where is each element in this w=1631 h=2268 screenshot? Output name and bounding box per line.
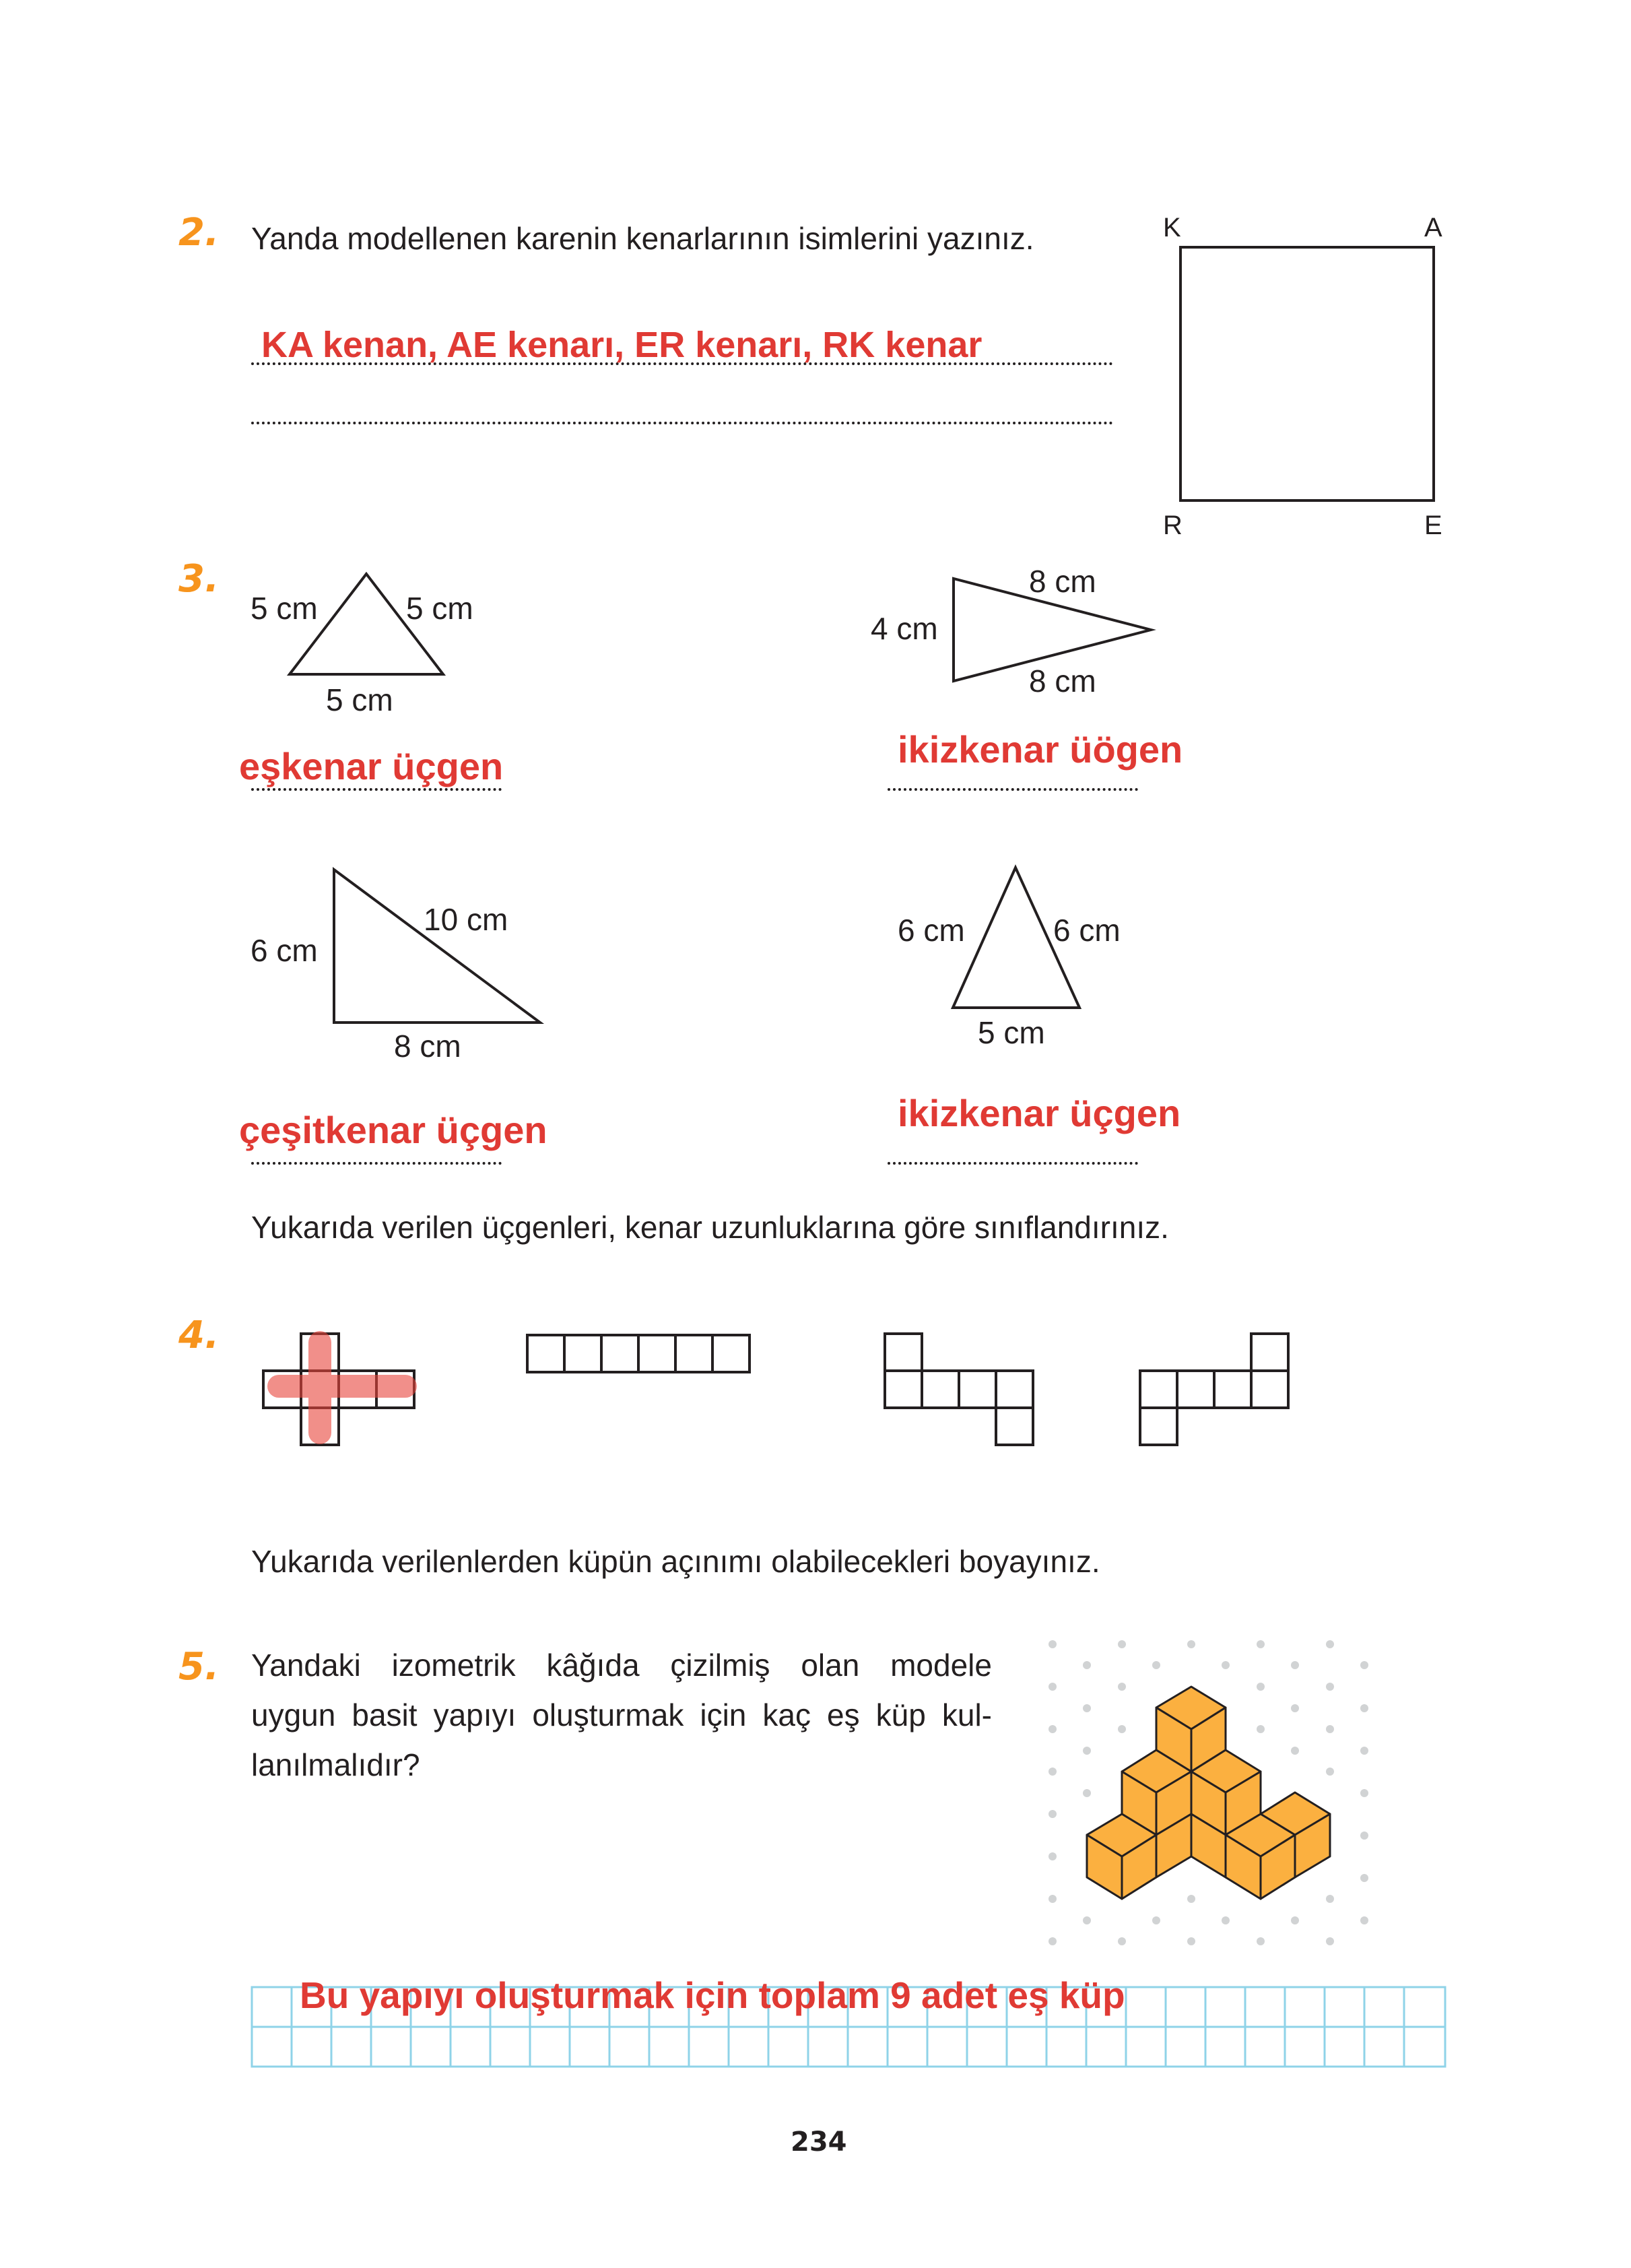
tri3-answer: çeşitkenar üçgen	[239, 1109, 547, 1151]
question-number-2: 2.	[178, 211, 220, 255]
tri2-top-label: 8 cm	[1029, 564, 1096, 599]
tri4-right-label: 6 cm	[1053, 913, 1121, 948]
page-number: 234	[791, 2127, 847, 2158]
tri1-bottom-label: 5 cm	[326, 682, 393, 717]
tri4-left-label: 6 cm	[898, 913, 965, 948]
tri4-answer: ikizkenar üçgen	[898, 1092, 1181, 1134]
question-5-line-3: lanılmalıdır?	[251, 1747, 420, 1782]
vertex-label-k: K	[1163, 213, 1181, 242]
tri3-left-label: 6 cm	[251, 933, 318, 968]
tri1-answer: eşkenar üçgen	[239, 745, 504, 787]
tri2-bottom-label: 8 cm	[1029, 663, 1096, 699]
question-number-4: 4.	[178, 1314, 220, 1357]
tri3-hyp-label: 10 cm	[424, 902, 508, 937]
question-4-instruction: Yukarıda verilenlerden küpün açınımı olabilecekleri boyayınız.	[251, 1544, 1100, 1579]
tri2-left-label: 4 cm	[871, 611, 938, 646]
tri4-bottom-label: 5 cm	[978, 1015, 1045, 1050]
tri1-right-label: 5 cm	[406, 591, 473, 626]
question-5-line-2: uygun basit yapıyı oluşturmak için kaç eş küp kul-	[251, 1697, 992, 1732]
question-2-text: Yanda modellenen karenin kenarlarının isimlerini yazınız.	[251, 221, 1034, 256]
tri1-left-label: 5 cm	[251, 591, 318, 626]
answer-5: Bu yapıyı oluşturmak için toplam 9 adet eş küp	[300, 1974, 1125, 2016]
question-number-3: 3.	[178, 557, 220, 601]
question-number-5: 5.	[178, 1645, 220, 1689]
tri3-bottom-label: 8 cm	[394, 1029, 461, 1064]
vertex-label-r: R	[1163, 511, 1183, 540]
tri2-answer: ikizkenar üögen	[898, 728, 1183, 771]
answer-2: KA kenan, AE kenarı, ER kenarı, RK kenar	[261, 325, 983, 365]
vertex-label-e: E	[1424, 511, 1442, 540]
vertex-label-a: A	[1424, 213, 1442, 242]
question-5-line-1: Yandaki izometrik kâğıda çizilmiş olan modele	[251, 1648, 992, 1683]
question-3-instruction: Yukarıda verilen üçgenleri, kenar uzunluklarına göre sınıflandırınız.	[251, 1210, 1169, 1245]
